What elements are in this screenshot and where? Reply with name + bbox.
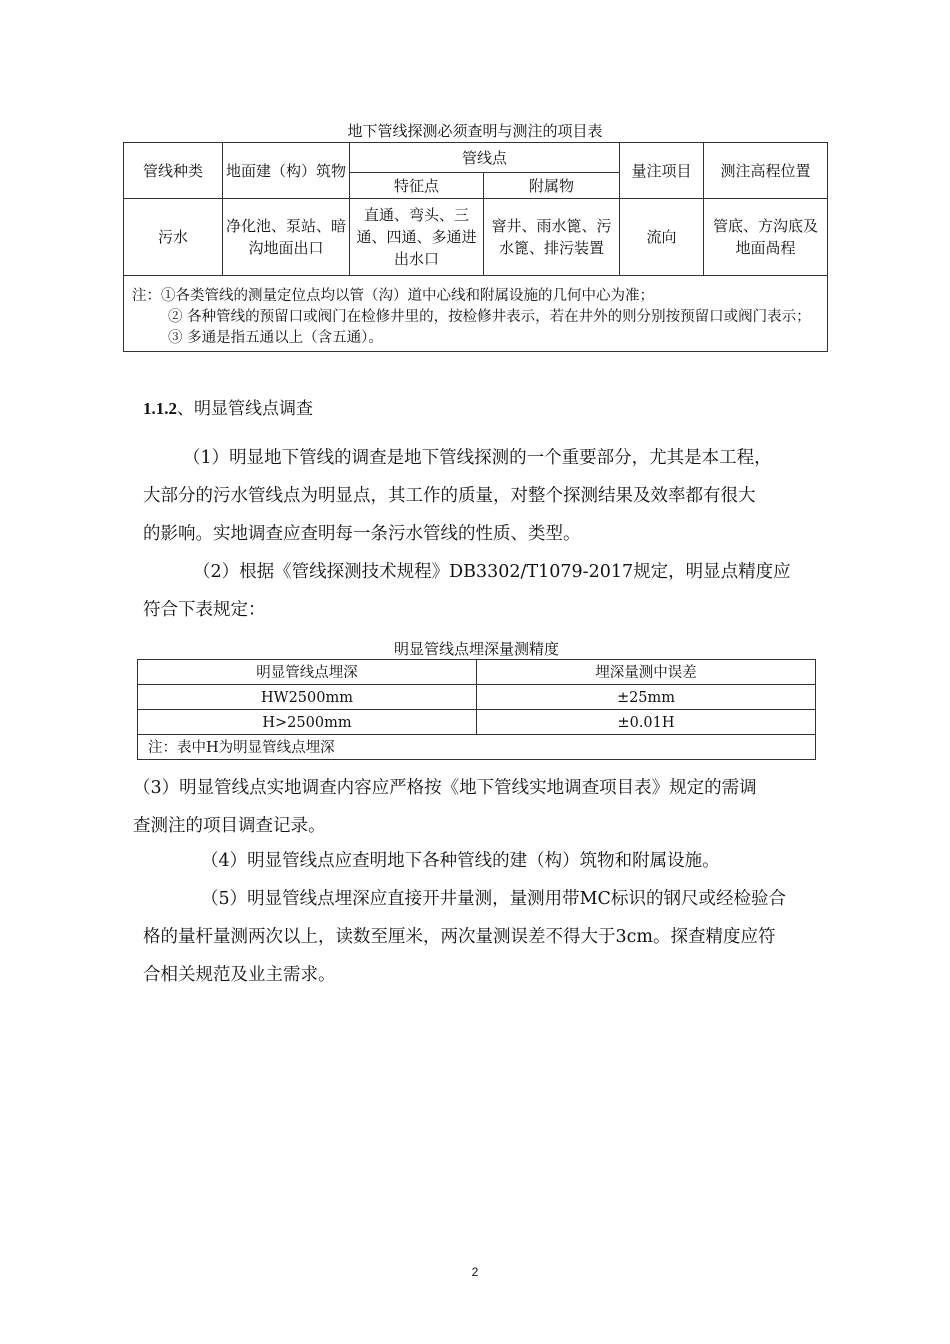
paragraph-line: （4）明显管线点应查明地下各种管线的建（构）筑物和附属设施。 (201, 851, 720, 871)
header-depth: 明显管线点埋深 (138, 660, 477, 685)
header-pipe-point: 管线点 (350, 143, 620, 173)
section-number: 1.1.2 (143, 399, 177, 418)
cell-ground-building: 净化池、泵站、暗沟地面出口 (223, 199, 350, 276)
cell-measure-item: 流向 (620, 199, 704, 276)
cell-depth: HW2500mm (138, 685, 477, 710)
table2-caption: 明显管线点埋深量测精度 (393, 640, 559, 658)
cell-pipe-type: 污水 (124, 199, 223, 276)
depth-precision-table (137, 659, 816, 760)
section-title: 、明显管线点调查 (177, 399, 313, 419)
paragraph-line: （5）明显管线点埋深应直接开井量测，量测用带MC标识的钢尺或经检验合 (201, 889, 786, 909)
paragraph-line: （2）根据《管线探测技术规程》DB3302/T1079-2017规定，明显点精度应 (193, 562, 791, 582)
cell-elevation-position: 管底、方沟底及地面咼程 (704, 199, 828, 276)
paragraph-line: 大部分的污水管线点为明显点，其工作的质量，对整个探测结果及效率都有很大 (143, 486, 756, 506)
paragraph-line: 符合下表规定： (143, 600, 266, 620)
paragraph-4 (143, 842, 823, 880)
cell-error: ±0.01H (477, 710, 816, 735)
paragraph-line: （1）明显地下管线的调查是地下管线探测的一个重要部分，尤其是本工程， (183, 448, 772, 468)
paragraph-line: （3）明显管线点实地调查内容应严格按《地下管线实地调查项目表》规定的需调 (133, 778, 757, 798)
table1-notes (124, 276, 828, 352)
note-line: 注：①各类管线的测量定位点均以管（沟）道中心线和附属设施的几何中心为准； (132, 288, 654, 304)
paragraph-3 (133, 769, 823, 845)
header-measure-item: 量注项目 (620, 143, 704, 199)
cell-depth: H>2500mm (138, 710, 477, 735)
paragraph-line: 合相关规范及业主需求。 (143, 965, 336, 985)
table1-caption: 地下管线探测必须查明与测注的项目表 (347, 122, 603, 140)
section-heading (143, 394, 313, 419)
table2-note: 注：表中H为明显管线点埋深 (138, 735, 816, 760)
cell-error: ±25mm (477, 685, 816, 710)
paragraph-line: 查测注的项目调查记录。 (133, 816, 326, 836)
page-number: 2 (471, 1265, 479, 1279)
survey-items-table (123, 142, 828, 352)
header-attachment: 附属物 (484, 173, 620, 199)
header-feature-point: 特征点 (350, 173, 484, 199)
paragraph-1 (143, 439, 823, 553)
note-line: ② 各种管线的预留口或阀门在检修井里的，按检修井表示，若在井外的则分别按预留口或阀门表示； (168, 309, 811, 325)
cell-feature-point: 直通、弯头、三通、四通、多通进出水口 (350, 199, 484, 276)
header-elevation-position: 测注高程位置 (704, 143, 828, 199)
paragraph-5 (143, 880, 823, 994)
cell-attachment: 窨井、雨水篦、污水篦、排污装置 (484, 199, 620, 276)
header-pipe-type: 管线种类 (124, 143, 223, 199)
paragraph-line: 的影响。实地调查应查明每一条污水管线的性质、类型。 (143, 524, 581, 544)
note-line: ③ 多通是指五通以上（含五通）。 (168, 330, 383, 346)
header-error: 埋深量测中误差 (477, 660, 816, 685)
paragraph-line: 格的量杆量测两次以上，读数至厘米，两次量测误差不得大于3cm。探查精度应符 (143, 927, 776, 947)
paragraph-2 (143, 553, 823, 629)
header-ground-building: 地面建（构）筑物 (223, 143, 350, 199)
